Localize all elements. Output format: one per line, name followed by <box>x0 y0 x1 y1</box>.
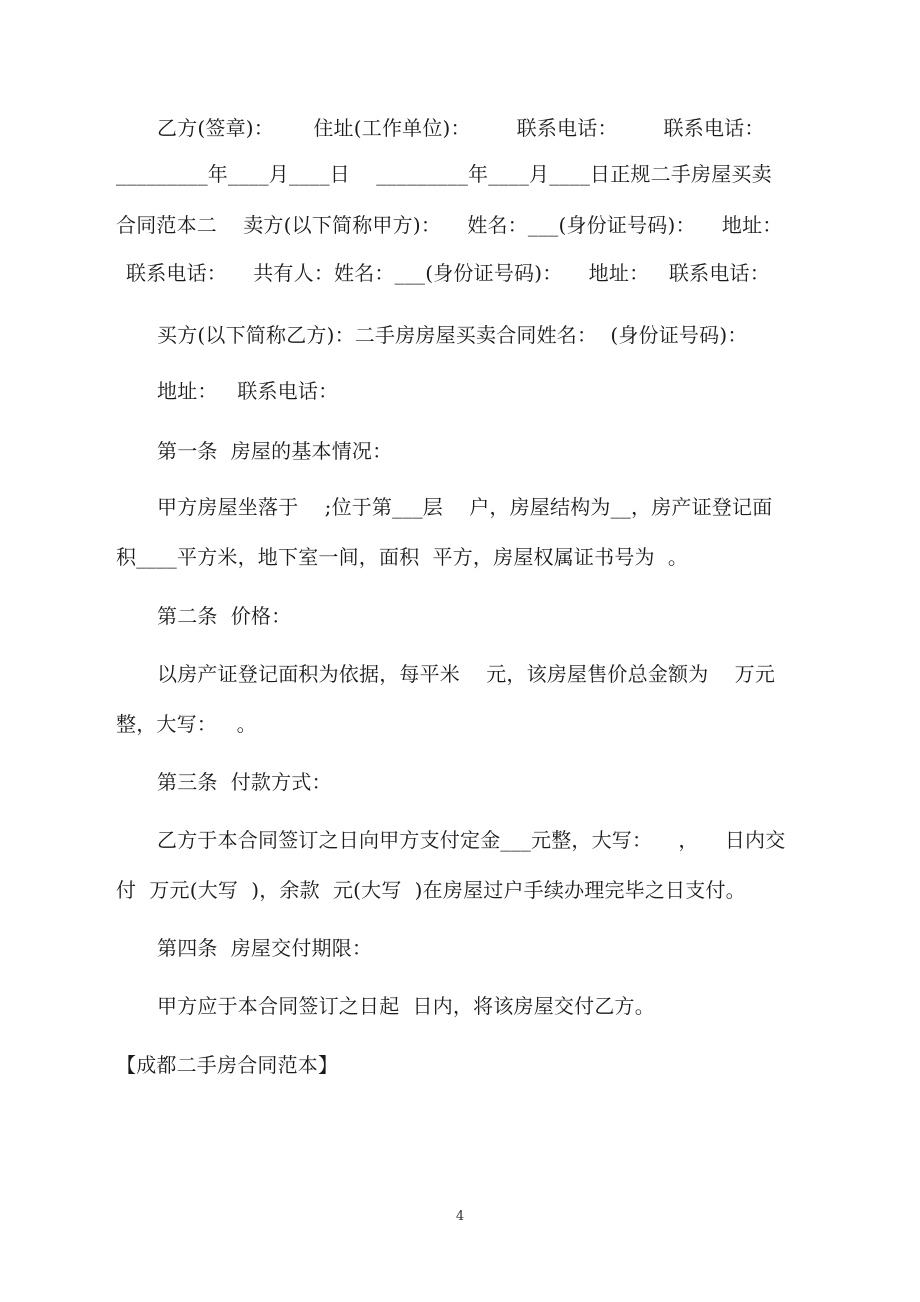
text-line: 以房产证登记面积为依据，每平米 元，该房屋售价总金额为 万元 <box>157 662 776 686</box>
text-line: 甲方应于本合同签订之日起 日内，将该房屋交付乙方。 <box>157 994 655 1018</box>
text-line: 付 万元(大写 )，余款 元(大写 )在房屋过户手续办理完毕之日支付。 <box>116 878 746 902</box>
page-number: 4 <box>455 1209 465 1224</box>
article-heading: 第二条 价格： <box>157 604 292 628</box>
text-line: 乙方于本合同签订之日向甲方支付定金___元整，大写： ， 日内交 <box>157 828 786 852</box>
article-heading: 第三条 付款方式： <box>157 770 332 794</box>
text-line: 积____平方米，地下室一间，面积 平方，房屋权属证书号为 。 <box>116 545 689 569</box>
text-line: 整，大写： 。 <box>116 712 257 736</box>
text-line: 买方(以下简称乙方)：二手房房屋买卖合同姓名： (身份证号码)： <box>157 323 748 347</box>
section-title: 【成都二手房合同范本】 <box>116 1053 339 1077</box>
text-line: 地址： 联系电话： <box>157 379 339 403</box>
article-heading: 第四条 房屋交付期限： <box>157 936 373 960</box>
text-line: 联系电话： 共有人：姓名：___(身份证号码)： 地址： 联系电话： <box>126 261 770 285</box>
text-line: 乙方(签章)： 住址(工作单位)： 联系电话： 联系电话： <box>157 116 765 140</box>
text-line: 甲方房屋坐落于 ;位于第___层 户，房屋结构为__，房产证登记面 <box>157 495 773 519</box>
article-heading: 第一条 房屋的基本情况： <box>157 439 393 463</box>
text-line: _________年____月____日 _________年____月____日正规二手房屋买卖 <box>116 162 772 186</box>
text-line: 合同范本二 卖方(以下简称甲方)： 姓名：___(身份证号码)： 地址： <box>116 213 783 237</box>
